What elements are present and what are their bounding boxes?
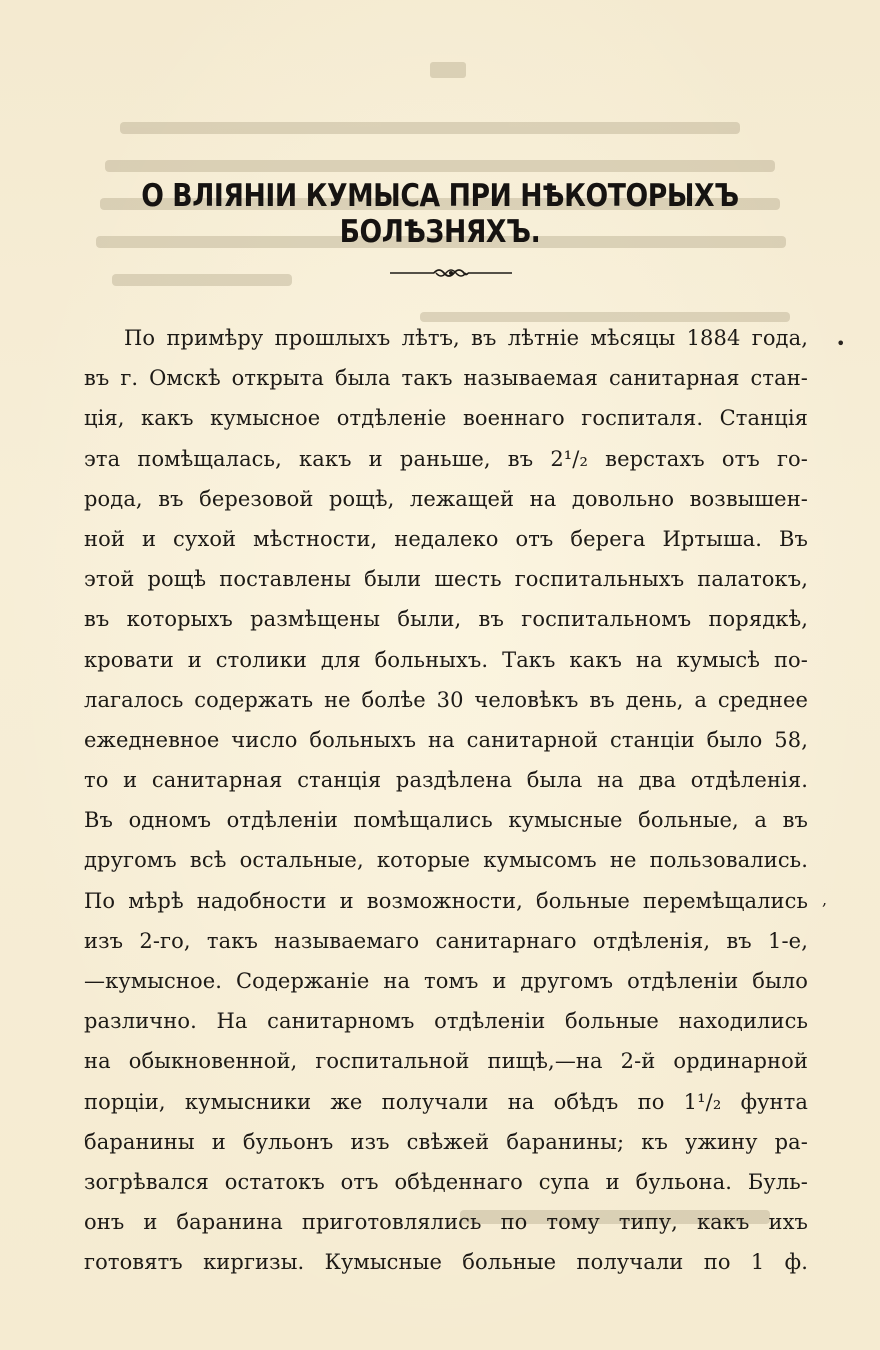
text-line: По примѣру прошлыхъ лѣтъ, въ лѣтніе мѣсяцы 1884 года, <box>124 326 808 350</box>
title-ornament <box>390 266 512 280</box>
text-line: этой рощѣ поставлены были шесть госпитальныхъ палатокъ, <box>84 567 808 592</box>
text-line: —кумысное. Содержаніе на томъ и другомъ отдѣленіи было <box>84 969 808 993</box>
text-line: баранины и бульонъ изъ свѣжей баранины; къ ужину ра- <box>84 1129 808 1154</box>
text-line: По мѣрѣ надобности и возможности, больные перемѣщались <box>84 888 808 913</box>
text-line: въ которыхъ размѣщены были, въ госпитальномъ порядкѣ, <box>84 607 808 632</box>
text-line: ежедневное число больныхъ на санитарной станціи было 58, <box>84 727 808 752</box>
text-line: въ г. Омскѣ открыта была такъ называемая санитарная стан- <box>84 366 808 391</box>
page-title: О ВЛІЯНІИ КУМЫСА ПРИ НѢКОТОРЫХЪ БОЛѢЗНЯХЪ. <box>141 178 739 250</box>
text-line: порціи, кумысники же получали на обѣдъ по 1¹/₂ фунта <box>84 1089 808 1114</box>
text-line: на обыкновенной, госпитальной пищѣ,—на 2-й ординарной <box>84 1049 808 1074</box>
text-line: готовятъ киргизы. Кумысные больные получали по 1 ф. <box>84 1250 808 1275</box>
text-line: зогрѣвался остатокъ отъ обѣденнаго супа и бульона. Буль- <box>84 1169 808 1194</box>
text-line: лагалось содержать не болѣе 30 человѣкъ въ день, а среднее <box>84 687 808 712</box>
text-line: ція, какъ кумысное отдѣленіе военнаго госпиталя. Станція <box>84 406 808 431</box>
text-line: кровати и столики для больныхъ. Такъ какъ на кумысѣ по- <box>84 647 808 672</box>
text-line: ной и сухой мѣстности, недалеко отъ берега Иртыша. Въ <box>84 526 808 551</box>
text-line: различно. На санитарномъ отдѣленіи больные находились <box>84 1009 808 1034</box>
margin-dot: • <box>836 334 846 353</box>
text-line: другомъ всѣ остальные, которые кумысомъ не пользовались. <box>84 848 808 873</box>
text-line: Въ одномъ отдѣленіи помѣщались кумысные больные, а въ <box>84 808 808 833</box>
text-line: онъ и баранина приготовлялись по тому типу, какъ ихъ <box>84 1210 808 1235</box>
text-line: эта помѣщалась, какъ и раньше, въ 2¹/₂ верстахъ отъ го- <box>84 446 808 471</box>
article-body <box>84 318 808 1283</box>
text-line: то и санитарная станція раздѣлена была на два отдѣленія. <box>84 768 808 793</box>
text-line: рода, въ березовой рощѣ, лежащей на довольно возвышен- <box>84 486 808 511</box>
margin-comma: , <box>822 890 828 909</box>
text-line: изъ 2-го, такъ называемаго санитарнаго отдѣленія, въ 1-е, <box>84 928 808 953</box>
